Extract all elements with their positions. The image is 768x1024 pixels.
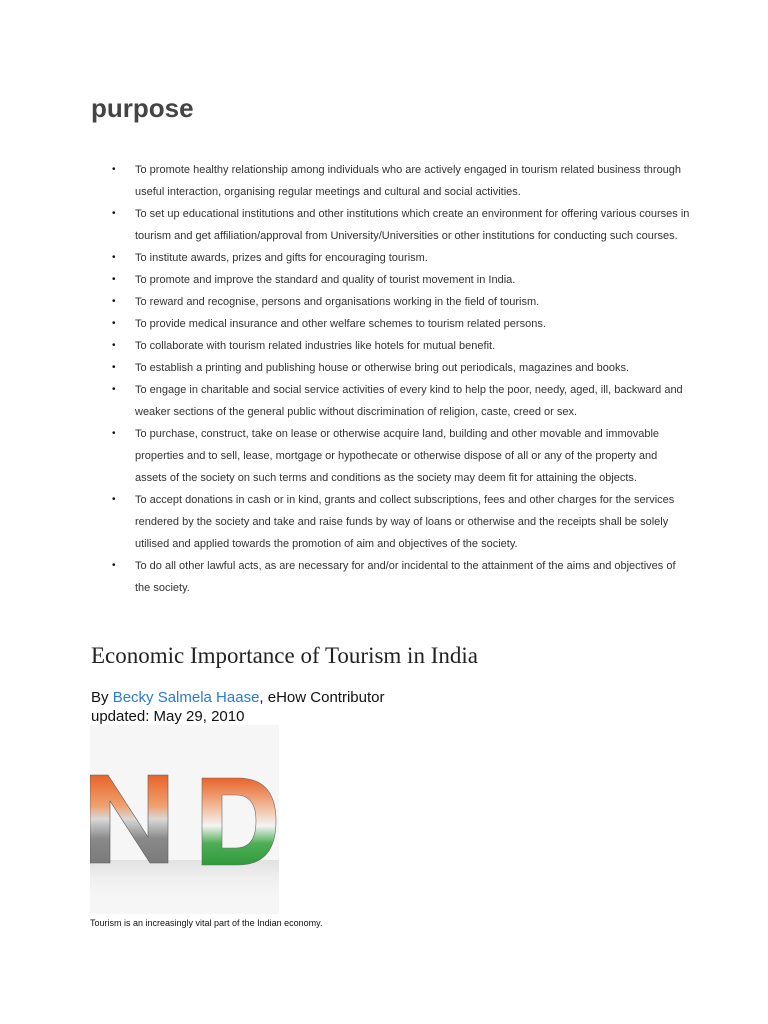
image-caption: Tourism is an increasingly vital part of the Indian economy.	[90, 918, 323, 928]
list-item: • To purchase, construct, take on lease or otherwise acquire land, building and other movable and immovable properties and to sell, lease, mortgage or hypothecate or otherwise dispose of all or any of the property and assets of the society on such terms and conditions as the society may deem fit for attaining the objects.	[91, 423, 691, 489]
list-item: • To accept donations in cash or in kind, grants and collect subscriptions, fees and other charges for the services rendered by the society and take and raise funds by way of loans or otherwise and the receipts shall be solely utilised and applied towards the promotion of aim and objectives of the society.	[91, 489, 691, 555]
list-item: • To establish a printing and publishing house or otherwise bring out periodicals, magazines and books.	[91, 357, 691, 379]
article-title: Economic Importance of Tourism in India	[91, 643, 478, 668]
by-prefix: By	[91, 689, 113, 706]
purpose-list	[91, 159, 691, 599]
list-item: • To promote healthy relationship among individuals who are actively engaged in tourism related business through useful interaction, organising regular meetings and cultural and social activities.	[91, 159, 691, 203]
list-item: • To institute awards, prizes and gifts for encouraging tourism.	[91, 247, 691, 269]
list-item: • To engage in charitable and social service activities of every kind to help the poor, needy, aged, ill, backward and weaker sections of the general public without discrimination of religion, caste, creed or sex.	[91, 379, 691, 423]
author-link[interactable]: Becky Salmela Haase	[112, 689, 260, 706]
india-letters-image	[90, 725, 279, 914]
author-line	[91, 688, 384, 707]
list-item: • To do all other lawful acts, as are necessary for and/or incidental to the attainment of the aims and objectives of the society.	[91, 555, 691, 599]
list-item: • To reward and recognise, persons and organisations working in the field of tourism.	[91, 291, 691, 313]
list-item: • To provide medical insurance and other welfare schemes to tourism related persons.	[91, 313, 691, 335]
updated-date: updated: May 29, 2010	[91, 708, 245, 725]
list-item: • To collaborate with tourism related industries like hotels for mutual benefit.	[91, 335, 691, 357]
list-item: • To promote and improve the standard and quality of tourist movement in India.	[91, 269, 691, 291]
byline	[91, 688, 384, 726]
author-role: , eHow Contributor	[259, 689, 385, 706]
list-item: • To set up educational institutions and other institutions which create an environment for offering various courses in tourism and get affiliation/approval from University/Universities or other institutions for conducting such courses.	[91, 203, 691, 247]
india-letters-graphic	[90, 725, 279, 914]
section-heading: purpose	[91, 93, 194, 123]
